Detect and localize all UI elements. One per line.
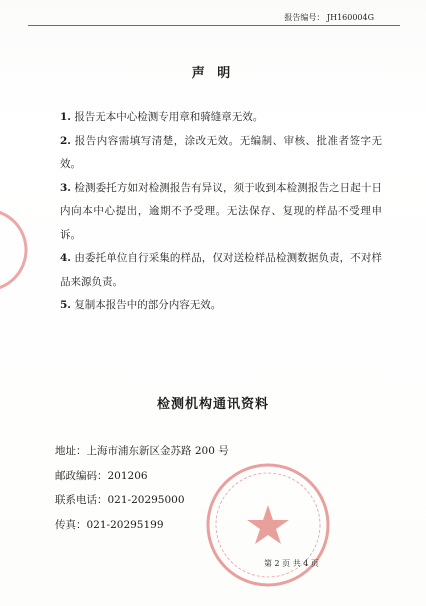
contact-postcode: 邮政编码：201206 [55,469,148,482]
declaration-item-5: 5. 复制本报告中的部分内容无效。 [60,299,222,311]
contact-title: 检测机构通讯资料 [156,397,269,412]
declaration-item-2: 2. 报告内容需填写清楚，涂改无效。无编制、审核、批准者签字无效。 [60,134,382,170]
official-seal-icon [203,460,333,590]
declaration-item-4: 4. 由委托单位自行采集的样品，仅对送检样品检测数据负责，不对样品来源负责。 [60,252,382,288]
declaration-list [60,106,382,318]
declaration-title: 声 明 [191,66,235,81]
report-number: 报告编号： JH160004G [284,13,374,22]
contact-phone: 联系电话：021-20295000 [55,494,185,507]
declaration-item-3: 3. 检测委托方如对检测报告有异议，须于收到本检测报告之日起十日内向本中心提出，逾期不予受理。无法保存、复现的样品不受理申诉。 [60,181,382,241]
header-divider [28,25,400,26]
declaration-item-1: 1. 报告无本中心检测专用章和骑缝章无效。 [60,111,264,123]
contact-address: 地址：上海市浦东新区金苏路 200 号 [55,445,229,457]
seam-seal-icon [0,200,36,300]
page-number: 第 2 页 共 4 页 [264,559,319,568]
contact-fax: 传真：021-20295199 [55,518,164,531]
